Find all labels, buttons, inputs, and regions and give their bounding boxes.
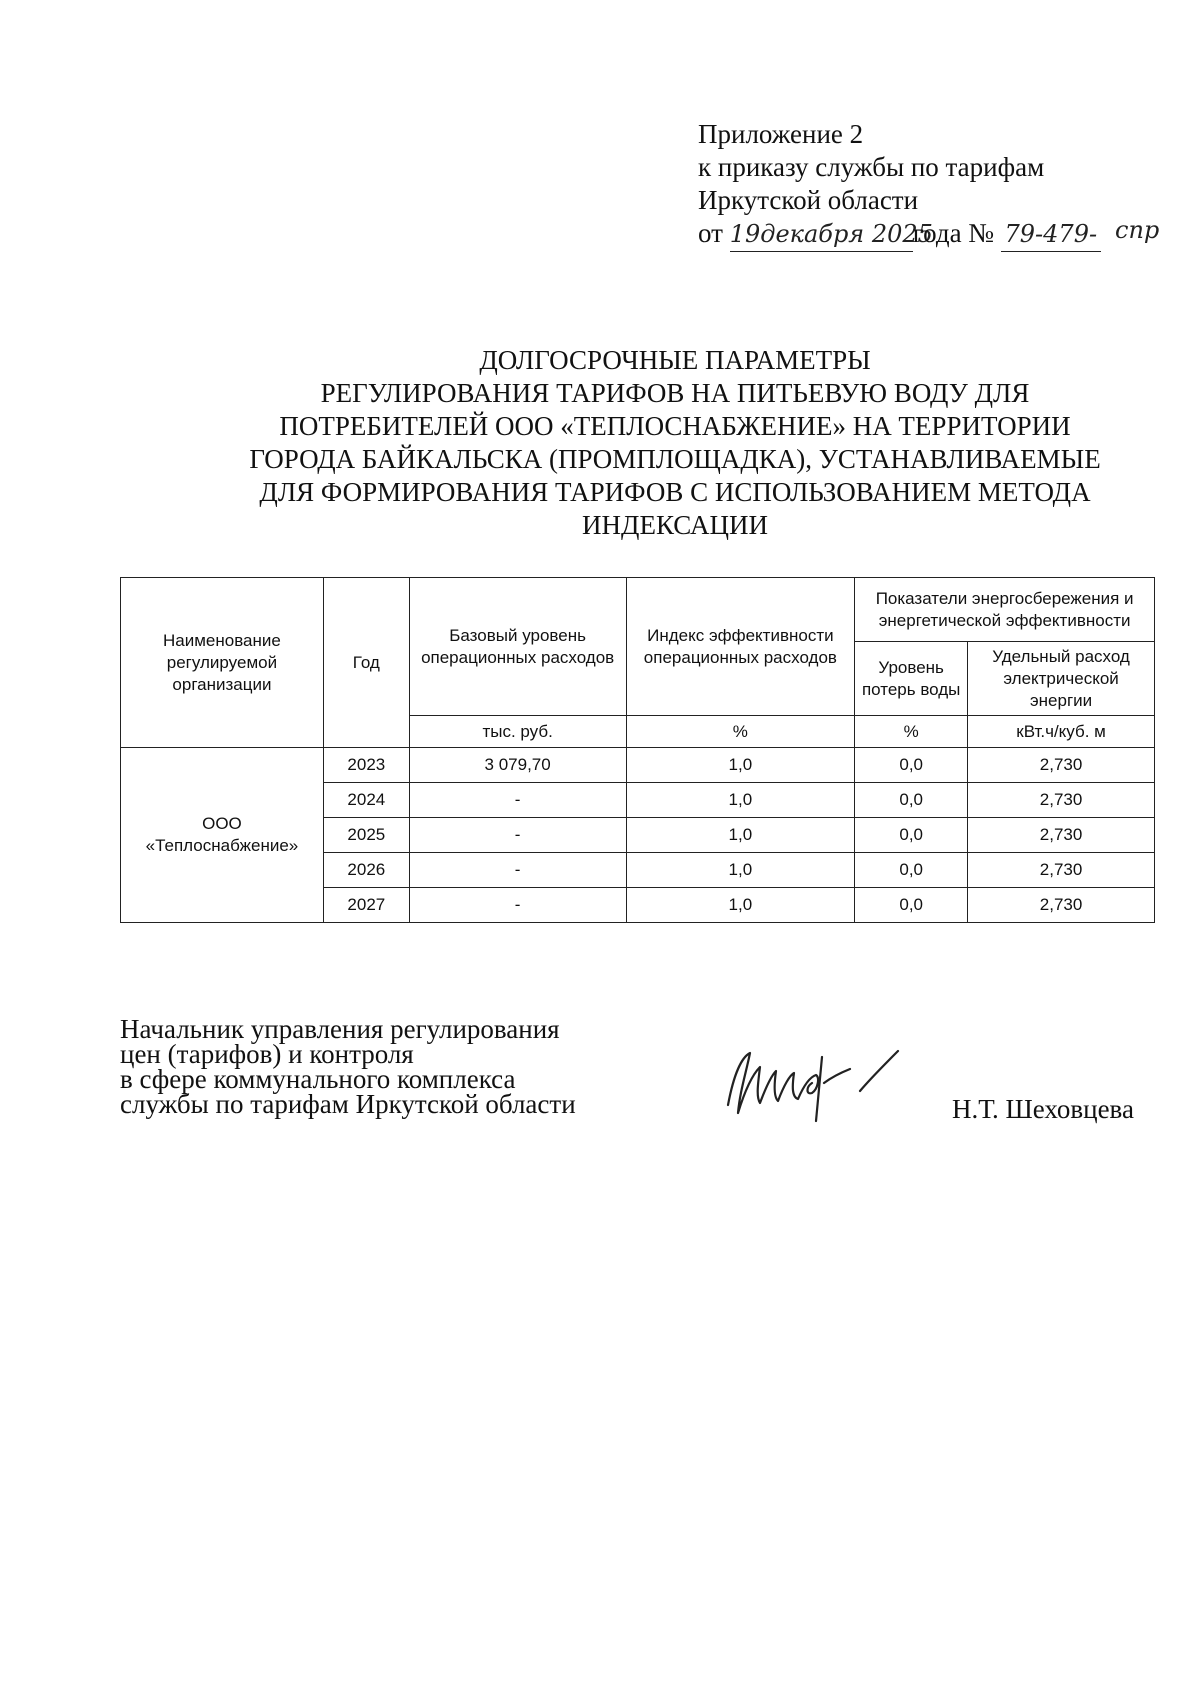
cell-base-level: - — [409, 888, 626, 923]
cell-water-loss: 0,0 — [855, 818, 968, 853]
cell-power-consumption: 2,730 — [968, 853, 1155, 888]
cell-efficiency-index: 1,0 — [626, 888, 855, 923]
cell-year: 2025 — [323, 818, 409, 853]
header-power-consumption: Удельный расход электрической энергии — [968, 642, 1155, 716]
signatory-line: в сфере коммунального комплекса — [120, 1064, 516, 1094]
header-efficiency-index: Индекс эффективности операционных расходов — [626, 578, 855, 716]
cell-base-level: 3 079,70 — [409, 748, 626, 783]
cell-year: 2023 — [323, 748, 409, 783]
cell-efficiency-index: 1,0 — [626, 748, 855, 783]
cell-water-loss: 0,0 — [855, 748, 968, 783]
cell-year: 2027 — [323, 888, 409, 923]
cell-water-loss: 0,0 — [855, 888, 968, 923]
cell-base-level: - — [409, 818, 626, 853]
header-year: Год — [323, 578, 409, 748]
annex-from-label: от — [698, 218, 723, 248]
cell-power-consumption: 2,730 — [968, 888, 1155, 923]
signatory-line: Начальник управления регулирования — [120, 1014, 560, 1044]
cell-efficiency-index: 1,0 — [626, 853, 855, 888]
title-line: РЕГУЛИРОВАНИЯ ТАРИФОВ НА ПИТЬЕВУЮ ВОДУ ДЛЯ — [320, 378, 1030, 408]
handwritten-signature — [720, 1043, 920, 1123]
annex-header — [698, 118, 1101, 252]
annex-line-3: Иркутской области — [698, 185, 919, 215]
handwritten-date: 19декабря 2025 — [730, 218, 913, 252]
handwritten-order-number: 79-479- — [1001, 218, 1101, 252]
annex-line-1: Приложение 2 — [698, 119, 864, 149]
header-water-loss: Уровень потерь воды — [855, 642, 968, 716]
header-energy-indicators: Показатели энергосбережения и энергетической эффективности — [855, 578, 1155, 642]
unit-base-level: тыс. руб. — [409, 716, 626, 748]
handwritten-order-suffix: спр — [1115, 216, 1160, 244]
cell-year: 2026 — [323, 853, 409, 888]
cell-year: 2024 — [323, 783, 409, 818]
unit-power-consumption: кВт.ч/куб. м — [968, 716, 1155, 748]
table-row — [121, 748, 1155, 783]
annex-year-number-label: года № — [912, 218, 995, 248]
signatory-position — [120, 1014, 576, 1119]
header-org: Наименование регулируемой организации — [121, 578, 324, 748]
cell-efficiency-index: 1,0 — [626, 818, 855, 853]
annex-line-4 — [698, 217, 1101, 252]
title-line: ПОТРЕБИТЕЛЕЙ ООО «ТЕПЛОСНАБЖЕНИЕ» НА ТЕРРИТОРИИ — [279, 411, 1071, 441]
signatory-line: цен (тарифов) и контроля — [120, 1039, 414, 1069]
title-line: ГОРОДА БАЙКАЛЬСКА (ПРОМПЛОЩАДКА), УСТАНАВЛИВАЕМЫЕ — [249, 444, 1101, 474]
cell-power-consumption: 2,730 — [968, 748, 1155, 783]
title-line: ДЛЯ ФОРМИРОВАНИЯ ТАРИФОВ С ИСПОЛЬЗОВАНИЕМ МЕТОДА — [259, 477, 1091, 507]
title-line: ИНДЕКСАЦИИ — [582, 510, 768, 540]
annex-line-2: к приказу службы по тарифам — [698, 152, 1045, 182]
cell-base-level: - — [409, 853, 626, 888]
header-base-level: Базовый уровень операционных расходов — [409, 578, 626, 716]
title-line: ДОЛГОСРОЧНЫЕ ПАРАМЕТРЫ — [479, 345, 871, 375]
document-title — [200, 344, 1150, 542]
org-name-cell: ООО «Теплоснабжение» — [121, 748, 324, 923]
cell-power-consumption: 2,730 — [968, 818, 1155, 853]
parameters-table — [120, 577, 1155, 923]
cell-power-consumption: 2,730 — [968, 783, 1155, 818]
signatory-name: Н.Т. Шеховцева — [952, 1094, 1134, 1124]
signatory-line: службы по тарифам Иркутской области — [120, 1089, 576, 1119]
cell-efficiency-index: 1,0 — [626, 783, 855, 818]
cell-base-level: - — [409, 783, 626, 818]
cell-water-loss: 0,0 — [855, 853, 968, 888]
unit-water-loss: % — [855, 716, 968, 748]
cell-water-loss: 0,0 — [855, 783, 968, 818]
unit-efficiency-index: % — [626, 716, 855, 748]
